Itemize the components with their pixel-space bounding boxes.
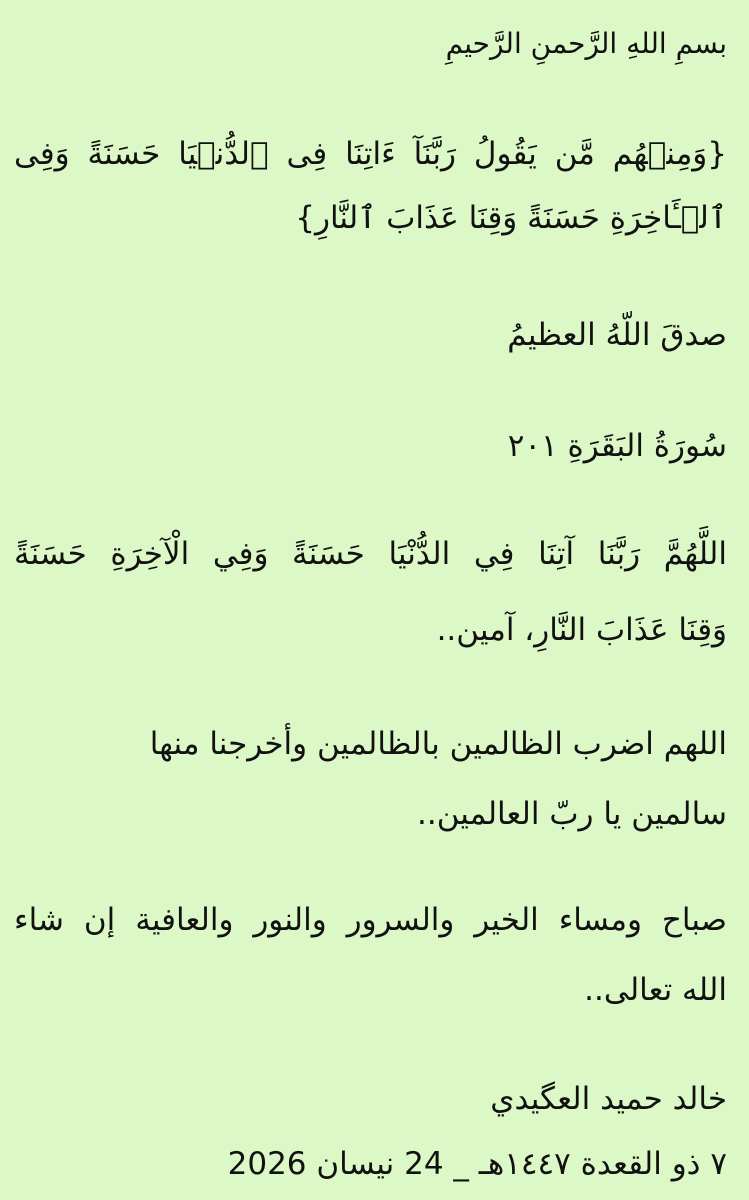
greeting-line-1: صباح ومساء الخير والسرور والنور والعافية إن شاء [14,902,727,938]
signature-text: خالد حميد العگيدي [490,1081,727,1117]
dua-2-line-2: سالمين يا ربّ العالمين.. [416,796,727,832]
message-date: ٧ ذو القعدة ١٤٤٧هـ _ 24 نيسان 2026 [227,1146,727,1182]
sadaqa-text: صدقَ اللّهُ العظيمُ [507,317,727,353]
dua-1-line-1: اللَّهُمَّ رَبَّنَا آتِنَا فِي الدُّنْيَا حَسَنَةً وَفِي الْآخِرَةِ حَسَنَةً [14,536,727,572]
dua-2-line-1: اللهم اضرب الظالمين بالظالمين وأخرجنا منها [149,726,727,762]
surah-reference: سُورَةُ البَقَرَةِ ٢٠١ [507,428,727,464]
verse-line-1: {وَمِنۡهُم مَّن يَقُولُ رَبَّنَآ ءَاتِنَا فِى ٱلدُّنۡيَا حَسَنَةً وَفِى [14,136,727,172]
dua-1-line-2: وَقِنَا عَذَابَ النَّارِ، آمين.. [436,612,727,648]
basmala-text: بسمِ اللهِ الرَّحمنِ الرَّحيمِ [445,27,727,60]
greeting-line-2: الله تعالى.. [584,972,727,1008]
verse-line-2: ٱلۡـَٔاخِرَةِ حَسَنَةً وَقِنَا عَذَابَ ٱلنَّارِ} [295,200,727,236]
